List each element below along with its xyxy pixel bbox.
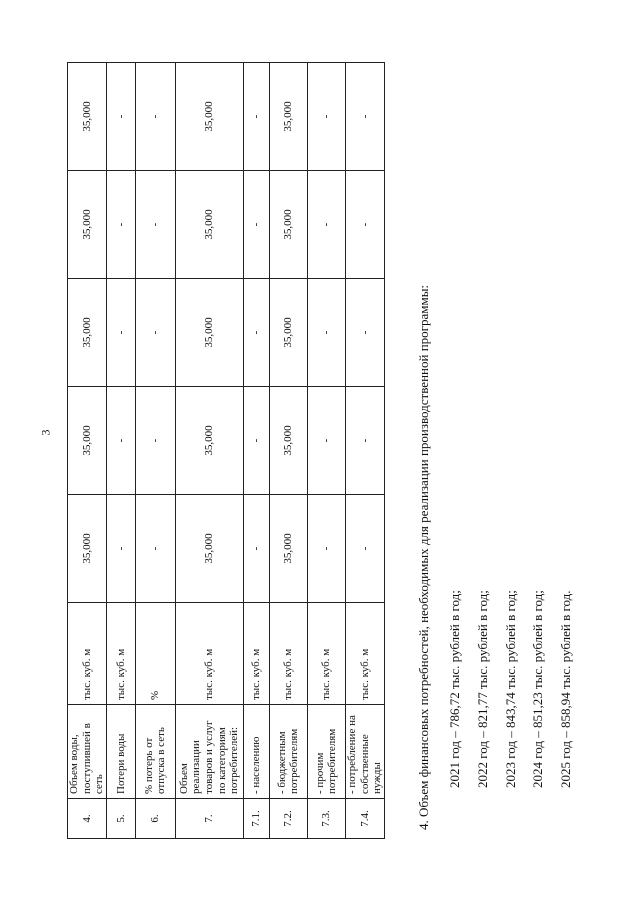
page-number: 3 [38,429,53,436]
value-cell: - [345,495,384,603]
table-row [269,63,307,839]
value-cell: - [243,279,269,387]
unit-cell: % [135,603,175,705]
financing-line-2021: 2021 год – 786,72 тыс. рублей в год; [447,590,462,788]
indicator-name-cell: - населению [243,705,269,799]
value-cell: - [106,171,135,279]
value-cell: 35,000 [175,63,243,171]
indicator-name-cell: Объем реализации товаров и услуг по категориям потребителей: [175,705,243,799]
value-cell: 35,000 [68,279,107,387]
unit-cell: тыс. куб. м [269,603,307,705]
value-cell: - [106,387,135,495]
unit-cell: тыс. куб. м [243,603,269,705]
table-row [68,63,107,839]
unit-cell: тыс. куб. м [106,603,135,705]
indicator-name-cell: Объем воды, поступившей в сеть [68,705,107,799]
value-cell: - [135,171,175,279]
value-cell: - [345,279,384,387]
value-cell: - [345,387,384,495]
table-row [307,63,345,839]
value-cell: 35,000 [269,279,307,387]
value-cell: - [243,387,269,495]
value-cell: - [345,171,384,279]
table-row [135,63,175,839]
value-cell: 35,000 [68,171,107,279]
unit-cell: тыс. куб. м [68,603,107,705]
unit-cell: тыс. куб. м [175,603,243,705]
value-cell: - [243,63,269,171]
table-row [106,63,135,839]
value-cell: 35,000 [175,171,243,279]
water-volume-table [67,62,385,839]
value-cell: - [243,495,269,603]
financing-line-2025: 2025 год – 858,94 тыс. рублей в год. [558,590,573,788]
value-cell: - [243,171,269,279]
value-cell: - [307,279,345,387]
value-cell: 35,000 [269,387,307,495]
value-cell: - [307,171,345,279]
value-cell: 35,000 [68,387,107,495]
value-cell: 35,000 [68,495,107,603]
value-cell: 35,000 [175,495,243,603]
value-cell: 35,000 [269,63,307,171]
row-number-cell: 5. [106,799,135,839]
value-cell: 35,000 [68,63,107,171]
section-4-heading: 4. Объем финансовых потребностей, необходимых для реализации производственной программы: [416,284,431,830]
row-number-cell: 7. [175,799,243,839]
financing-line-2022: 2022 год – 821,77 тыс. рублей в год; [475,590,490,788]
value-cell: - [106,495,135,603]
table-row [345,63,384,839]
value-cell: 35,000 [269,495,307,603]
indicator-name-cell: Потери воды [106,705,135,799]
table-body [68,63,385,839]
indicator-name-cell: - бюджетным потребителям [269,705,307,799]
value-cell: - [106,63,135,171]
value-cell: - [135,63,175,171]
value-cell: - [135,279,175,387]
value-cell: - [106,279,135,387]
unit-cell: тыс. куб. м [307,603,345,705]
row-number-cell: 7.2. [269,799,307,839]
financing-line-2024: 2024 год – 851,23 тыс. рублей в год; [530,590,545,788]
table-row [243,63,269,839]
indicator-name-cell: - потребление на собственные нужды [345,705,384,799]
value-cell: - [307,63,345,171]
value-cell: - [307,495,345,603]
table-row [175,63,243,839]
row-number-cell: 6. [135,799,175,839]
row-number-cell: 7.4. [345,799,384,839]
value-cell: 35,000 [175,387,243,495]
value-cell: - [135,495,175,603]
indicator-name-cell: % потерь от отпуска в сеть [135,705,175,799]
row-number-cell: 7.3. [307,799,345,839]
row-number-cell: 4. [68,799,107,839]
unit-cell: тыс. куб. м [345,603,384,705]
value-cell: - [345,63,384,171]
value-cell: 35,000 [269,171,307,279]
value-cell: - [307,387,345,495]
indicator-name-cell: - прочим потребителям [307,705,345,799]
value-cell: - [135,387,175,495]
row-number-cell: 7.1. [243,799,269,839]
financing-line-2023: 2023 год – 843,74 тыс. рублей в год; [503,590,518,788]
value-cell: 35,000 [175,279,243,387]
